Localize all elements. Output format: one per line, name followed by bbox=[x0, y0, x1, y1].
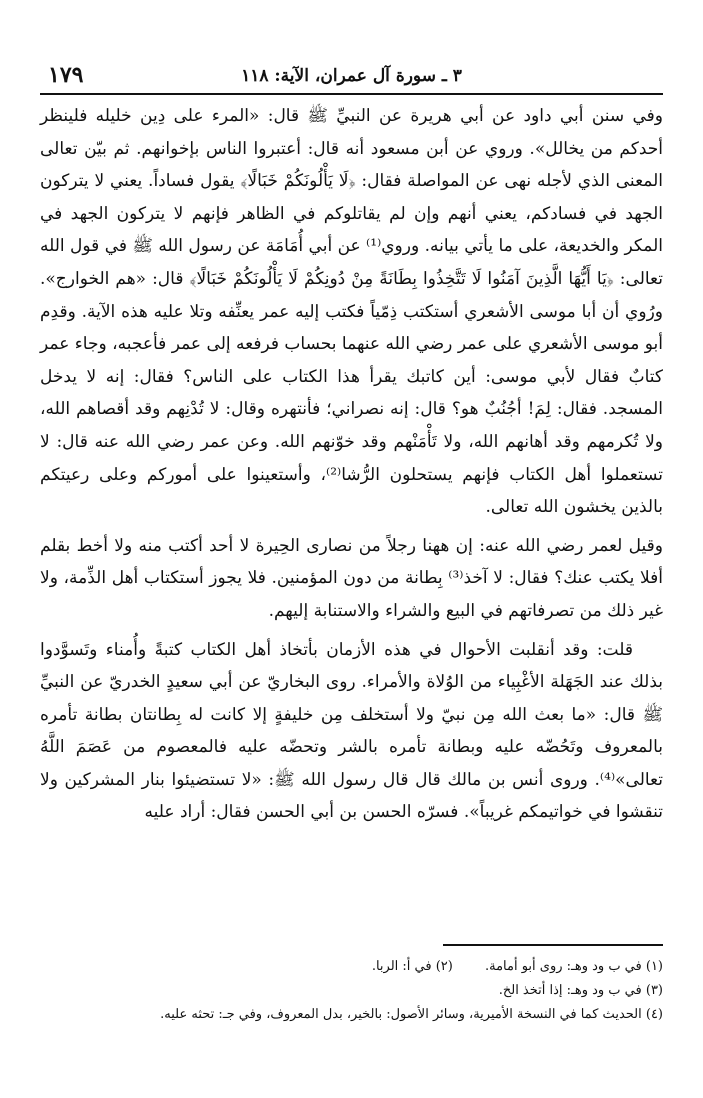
paragraph: وفي سنن أبي داود عن أبي هريرة عن النبيِّ ﷺ قال: «المرء على دِين خليله فلينظر أحدكم من يخالل». وروي عن أبن مسعود أنه قال: أعتبروا الناس بإخوانهم. ثم بيّن تعالى المعنى الذي لأجله نهى عن المواصلة فقال: ﴿لَا يَأْلُونَكُمْ خَبَالًا﴾ يقول فساداً. يعني لا يتركون الجهد في فسادكم، يعني أنهم وإن لم يقاتلوكم في الظاهر فإنهم لا يتركون الجهد في المكر والخديعة، على ما يأتي بيانه. وروي⁽¹⁾ عن أبي أُمَامَة عن رسول الله ﷺ في قول الله تعالى: ﴿يَا أَيُّهَا الَّذِينَ آمَنُوا لَا تَتَّخِذُوا بِطَانَةً مِنْ دُونِكُمْ لَا يَأْلُونَكُمْ خَبَالًا﴾ قال: «هم الخوارج». ورُوي أن أبا موسى الأشعري أستكتب ذِمّياً فكتب إليه عمر يعنِّفه وتلا عليه هذه الآية. وقدِم أبو موسى الأشعري على عمر رضي الله عنهما بحساب فرفعه إلى عمر فأعجبه، وجاء عمر كتابٌ فقال لأبي موسى: أين كاتبك يقرأ هذا الكتاب على الناس؟ فقال: إنه لا يدخل المسجد. فقال: لِمَ! أجُنُبٌ هو؟ قال: إنه نصراني؛ فأنتهره وقال: لا تُدْنِهم وقد أقصاهم الله، ولا تُكرمهم وقد أهانهم الله، ولا تَأْمَنْهم وقد خوّنهم الله. وعن عمر رضي الله عنه قال: لا تستعملوا أهل الكتاب فإنهم يستحلون الرُّشا⁽²⁾، وأستعينوا على أموركم وعلى رعيتكم بالذين يخشون الله تعالى. bbox=[40, 106, 664, 518]
footnotes bbox=[40, 955, 663, 1027]
footnote-1: (١) في ب ود وهـ: روى أبو أمامة. bbox=[484, 959, 663, 974]
page-number: ١٧٩ bbox=[48, 62, 84, 88]
footnote-2: (٢) في أ: الربا. bbox=[371, 959, 453, 974]
paragraph: وقيل لعمر رضي الله عنه: إن ههنا رجلاً من نصارى الحِيرة لا أحد أكتب منه ولا أخط بقلم أفلا يكتب عنك؟ فقال: لا آخذ⁽³⁾ بِطانة من دون المؤمنين. فلا يجوز أستكتاب أهل الذِّمة، ولا غير ذلك من تصرفاتهم في البيع والشراء والاستنابة إليهم. bbox=[40, 535, 664, 621]
footnote-rule bbox=[443, 944, 663, 946]
main-text bbox=[40, 100, 663, 835]
page-header bbox=[40, 62, 663, 92]
header-rule bbox=[40, 93, 663, 95]
paragraph: قلت: وقد أنقلبت الأحوال في هذه الأزمان بأتخاذ أهل الكتاب كتبةً وأُمناء وتَسوَّدوا بذلك عند الجَهَلة الأغْبِياء من الوُلاة والأمراء. روى البخاريّ عن أبي سعيدٍ الخدريّ عن النبيِّ ﷺ قال: «ما بعث الله مِن نبيّ ولا أستخلف مِن خليفةٍ إلا كانت له بِطانتان بطانة تأمره بالمعروف وتَحُضّه عليه وبطانة تأمره بالشر وتحضّه عليه فالمعصوم من عَصَمَ اللَّهُ تعالى»⁽⁴⁾. وروى أنس بن مالك قال قال رسول الله ﷺ: «لا تستضيئوا بنار المشركين ولا تنقشوا في خواتيمكم غريباً». فسرّه الحسن بن أبي الحسن فقال: أراد عليه bbox=[40, 639, 663, 823]
footnote-4: (٤) الحديث كما في النسخة الأميرية، وسائر الأصول: بالخير، بدل المعروف، وفي جـ: تحثه عليه. bbox=[160, 1007, 663, 1022]
footnote-row bbox=[40, 955, 663, 979]
footnote-3: (٣) في ب ود وهـ: إذا أتخذ الخ. bbox=[498, 983, 663, 998]
running-title: ٣ ـ سورة آل عمران، الآية: ١١٨ bbox=[241, 66, 462, 86]
